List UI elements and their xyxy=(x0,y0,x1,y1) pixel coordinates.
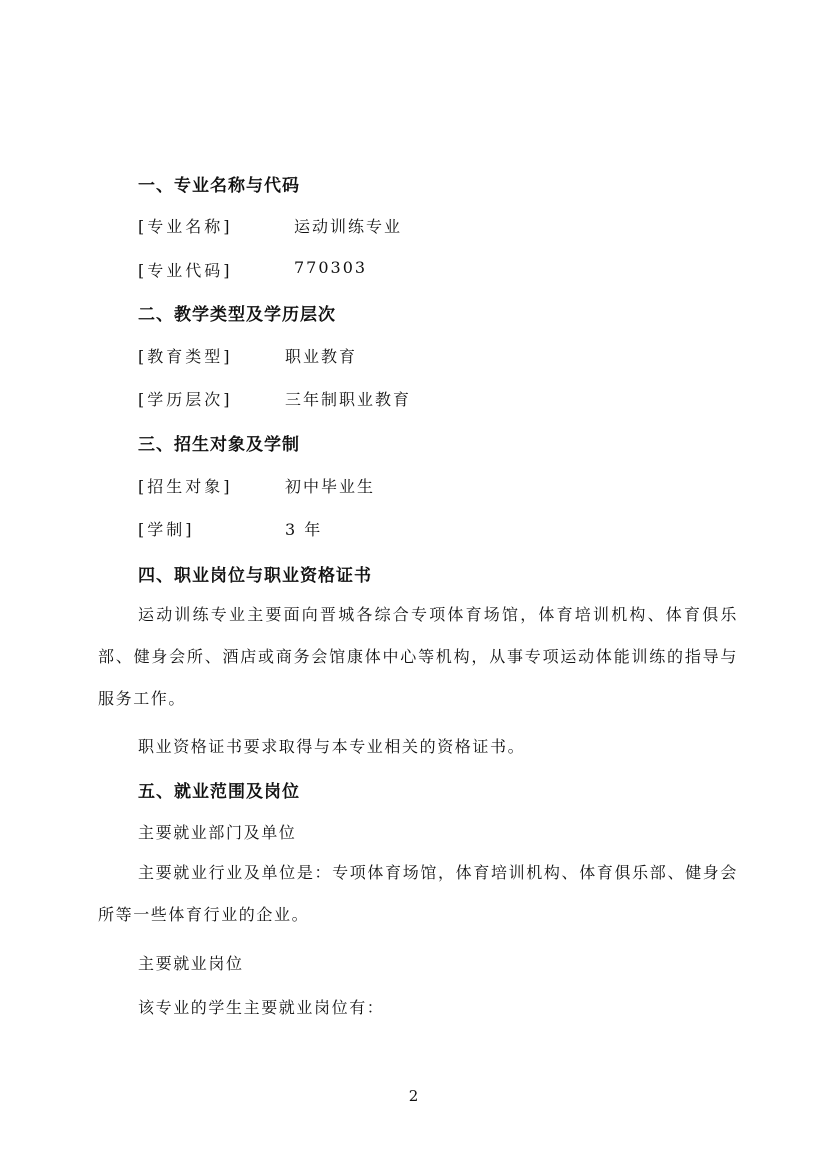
major-code-label: [专业代码] xyxy=(138,261,233,280)
section-2-heading: 二、教学类型及学历层次 xyxy=(138,305,336,325)
section-4-paragraph-2: 职业资格证书要求取得与本专业相关的资格证书。 xyxy=(138,737,526,756)
section-5-subheading-units: 主要就业部门及单位 xyxy=(138,823,297,842)
study-duration-value: 3 年 xyxy=(285,520,323,539)
major-code-value: 770303 xyxy=(294,258,368,277)
section-4-paragraph-1: 运动训练专业主要面向晋城各综合专项体育场馆，体育培训机构、体育俱乐部、健身会所、酒店或商务会馆康体中心等机构，从事专项运动体能训练的指导与服务工作。 xyxy=(98,605,738,708)
section-1-heading: 一、专业名称与代码 xyxy=(138,176,300,196)
edu-type-value: 职业教育 xyxy=(285,347,358,366)
section-5-paragraph-2: 该专业的学生主要就业岗位有： xyxy=(138,998,385,1017)
enroll-target-value: 初中毕业生 xyxy=(285,477,376,496)
section-5-subheading-positions: 主要就业岗位 xyxy=(138,954,244,973)
section-5-heading: 五、就业范围及岗位 xyxy=(138,782,300,802)
study-duration-label: [学制] xyxy=(138,520,195,539)
edu-level-value: 三年制职业教育 xyxy=(285,390,412,409)
edu-type-label: [教育类型] xyxy=(138,347,233,366)
major-name-value: 运动训练专业 xyxy=(294,217,403,236)
enroll-target-label: [招生对象] xyxy=(138,477,233,496)
major-name-label: [专业名称] xyxy=(138,217,233,236)
page-number: 2 xyxy=(408,1087,419,1105)
section-5-paragraph-1: 主要就业行业及单位是：专项体育场馆，体育培训机构、体育俱乐部、健身会所等一些体育行业的企业。 xyxy=(98,863,738,924)
section-3-heading: 三、招生对象及学制 xyxy=(138,435,300,455)
section-4-heading: 四、职业岗位与职业资格证书 xyxy=(138,566,372,586)
edu-level-label: [学历层次] xyxy=(138,390,233,409)
